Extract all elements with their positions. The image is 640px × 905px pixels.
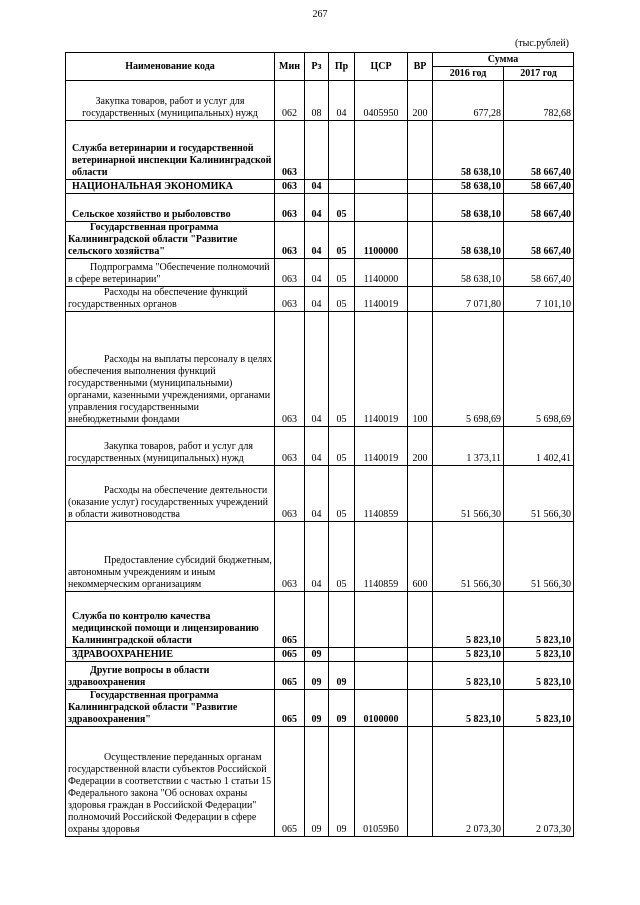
- row-csr: 1140019: [355, 287, 408, 312]
- row-vr: [408, 259, 433, 287]
- row-pr: 05: [329, 312, 355, 427]
- row-pr: 09: [329, 727, 355, 837]
- page-number: 267: [312, 9, 328, 20]
- row-sum-2016: 58 638,10: [433, 194, 504, 222]
- row-vr: [408, 648, 433, 662]
- row-min: 063: [275, 194, 305, 222]
- table-row: [66, 180, 574, 194]
- row-name: Служба по контролю качества медицинской помощи и лицензированию Калининградской области: [66, 592, 275, 648]
- row-name: НАЦИОНАЛЬНАЯ ЭКОНОМИКА: [66, 180, 275, 194]
- row-pr: 05: [329, 222, 355, 259]
- row-vr: [408, 727, 433, 837]
- row-vr: [408, 194, 433, 222]
- row-name: Государственная программа Калининградской области "Развитие сельского хозяйства": [66, 222, 275, 259]
- row-min: 065: [275, 727, 305, 837]
- table-row: [66, 662, 574, 690]
- row-name: Расходы на обеспечение деятельности (оказание услуг) государственных учреждений в области животноводства: [66, 466, 275, 522]
- row-min: 063: [275, 312, 305, 427]
- row-rz: 04: [305, 287, 329, 312]
- row-csr: 1140019: [355, 312, 408, 427]
- row-csr: [355, 194, 408, 222]
- row-sum-2016: 5 823,10: [433, 690, 504, 727]
- row-min: 063: [275, 287, 305, 312]
- row-pr: 09: [329, 662, 355, 690]
- table-row: [66, 727, 574, 837]
- header-min: Мин: [275, 53, 305, 81]
- row-sum-2016: 7 071,80: [433, 287, 504, 312]
- row-pr: 04: [329, 81, 355, 121]
- table-row: [66, 427, 574, 466]
- row-rz: 04: [305, 194, 329, 222]
- row-vr: [408, 222, 433, 259]
- row-csr: [355, 180, 408, 194]
- row-pr: [329, 180, 355, 194]
- row-pr: 05: [329, 466, 355, 522]
- row-rz: 09: [305, 727, 329, 837]
- row-pr: 05: [329, 194, 355, 222]
- row-sum-2017: 1 402,41: [504, 427, 574, 466]
- row-name: Другие вопросы в области здравоохранения: [66, 662, 275, 690]
- row-sum-2016: 51 566,30: [433, 522, 504, 592]
- row-rz: 04: [305, 427, 329, 466]
- row-sum-2016: 51 566,30: [433, 466, 504, 522]
- row-min: 062: [275, 81, 305, 121]
- row-name: Закупка товаров, работ и услуг для государственных (муниципальных) нужд: [66, 81, 275, 121]
- row-name: Закупка товаров, работ и услуг для государственных (муниципальных) нужд: [66, 427, 275, 466]
- row-csr: 1100000: [355, 222, 408, 259]
- row-rz: 08: [305, 81, 329, 121]
- row-sum-2016: 677,28: [433, 81, 504, 121]
- row-sum-2016: 5 823,10: [433, 648, 504, 662]
- row-csr: [355, 121, 408, 180]
- row-sum-2017: 2 073,30: [504, 727, 574, 837]
- row-sum-2017: 58 667,40: [504, 222, 574, 259]
- row-csr: 0405950: [355, 81, 408, 121]
- table-row: [66, 81, 574, 121]
- row-sum-2016: 1 373,11: [433, 427, 504, 466]
- row-sum-2016: 2 073,30: [433, 727, 504, 837]
- row-min: 065: [275, 662, 305, 690]
- row-vr: [408, 287, 433, 312]
- row-sum-2016: 58 638,10: [433, 121, 504, 180]
- table-row: [66, 312, 574, 427]
- row-rz: 04: [305, 466, 329, 522]
- row-sum-2017: 5 823,10: [504, 592, 574, 648]
- row-sum-2016: 58 638,10: [433, 222, 504, 259]
- row-csr: 1140859: [355, 522, 408, 592]
- row-rz: 04: [305, 180, 329, 194]
- row-rz: 09: [305, 648, 329, 662]
- row-pr: 05: [329, 259, 355, 287]
- row-sum-2017: 5 823,10: [504, 690, 574, 727]
- table-row: [66, 592, 574, 648]
- row-vr: [408, 466, 433, 522]
- row-vr: [408, 592, 433, 648]
- row-name: ЗДРАВООХРАНЕНИЕ: [66, 648, 275, 662]
- table-row: [66, 287, 574, 312]
- table-row: [66, 121, 574, 180]
- budget-table: [65, 52, 574, 837]
- row-sum-2017: 5 698,69: [504, 312, 574, 427]
- row-min: 063: [275, 180, 305, 194]
- table-row: [66, 522, 574, 592]
- row-csr: 01059Б0: [355, 727, 408, 837]
- header-2016: 2016 год: [433, 67, 504, 81]
- header-pr: Пр: [329, 53, 355, 81]
- row-pr: [329, 121, 355, 180]
- row-rz: 09: [305, 690, 329, 727]
- row-csr: 1140859: [355, 466, 408, 522]
- table-row: [66, 222, 574, 259]
- row-sum-2016: 58 638,10: [433, 180, 504, 194]
- row-sum-2016: 58 638,10: [433, 259, 504, 287]
- row-name: Предоставление субсидий бюджетным, автономным учреждениям и иным некоммерческим организациям: [66, 522, 275, 592]
- table-body: [66, 81, 574, 837]
- row-min: 065: [275, 592, 305, 648]
- row-csr: [355, 648, 408, 662]
- row-csr: 0100000: [355, 690, 408, 727]
- row-vr: 100: [408, 312, 433, 427]
- row-sum-2017: 51 566,30: [504, 522, 574, 592]
- row-vr: [408, 180, 433, 194]
- row-min: 063: [275, 121, 305, 180]
- row-sum-2017: 51 566,30: [504, 466, 574, 522]
- row-pr: [329, 648, 355, 662]
- row-min: 065: [275, 690, 305, 727]
- table-row: [66, 690, 574, 727]
- table-row: [66, 648, 574, 662]
- row-sum-2017: 782,68: [504, 81, 574, 121]
- row-name: Расходы на выплаты персоналу в целях обеспечения выполнения функций государственными (муниципальными) органами, казенными учреждениями, органами управления государственными внебюджетными фондами: [66, 312, 275, 427]
- row-rz: 09: [305, 662, 329, 690]
- row-vr: [408, 690, 433, 727]
- row-sum-2017: 58 667,40: [504, 121, 574, 180]
- row-sum-2017: 58 667,40: [504, 259, 574, 287]
- row-pr: [329, 592, 355, 648]
- row-min: 065: [275, 648, 305, 662]
- header-rz: Рз: [305, 53, 329, 81]
- row-min: 063: [275, 466, 305, 522]
- row-vr: [408, 662, 433, 690]
- table-row: [66, 466, 574, 522]
- row-csr: 1140000: [355, 259, 408, 287]
- row-vr: 600: [408, 522, 433, 592]
- row-min: 063: [275, 222, 305, 259]
- row-name: Осуществление переданных органам государственной власти субъектов Российской Федерации в соответствии с частью 1 статьи 15 Федерального закона "Об основах охраны здоровья граждан в Российской Федерации" полномочий Российской Федерации в сфере охраны здоровья: [66, 727, 275, 837]
- row-min: 063: [275, 259, 305, 287]
- row-min: 063: [275, 522, 305, 592]
- row-sum-2017: 5 823,10: [504, 648, 574, 662]
- row-sum-2017: 5 823,10: [504, 662, 574, 690]
- row-sum-2016: 5 698,69: [433, 312, 504, 427]
- row-min: 063: [275, 427, 305, 466]
- table-row: [66, 194, 574, 222]
- row-csr: 1140019: [355, 427, 408, 466]
- header-vr: ВР: [408, 53, 433, 81]
- units-note: (тыс.рублей): [514, 38, 569, 49]
- row-rz: 04: [305, 259, 329, 287]
- row-csr: [355, 662, 408, 690]
- row-vr: 200: [408, 81, 433, 121]
- row-sum-2017: 7 101,10: [504, 287, 574, 312]
- row-rz: 04: [305, 312, 329, 427]
- row-rz: [305, 121, 329, 180]
- row-pr: 05: [329, 522, 355, 592]
- row-name: Государственная программа Калининградской области "Развитие здравоохранения": [66, 690, 275, 727]
- row-sum-2017: 58 667,40: [504, 194, 574, 222]
- header-name: Наименование кода: [66, 53, 275, 81]
- header-2017: 2017 год: [504, 67, 574, 81]
- table-row: [66, 259, 574, 287]
- row-pr: 09: [329, 690, 355, 727]
- row-rz: 04: [305, 522, 329, 592]
- row-sum-2017: 58 667,40: [504, 180, 574, 194]
- header-csr: ЦСР: [355, 53, 408, 81]
- row-vr: 200: [408, 427, 433, 466]
- row-name: Подпрограмма "Обеспечение полномочий в сфере ветеринарии": [66, 259, 275, 287]
- row-vr: [408, 121, 433, 180]
- row-name: Сельское хозяйство и рыболовство: [66, 194, 275, 222]
- header-sum: Сумма: [433, 53, 574, 67]
- row-rz: [305, 592, 329, 648]
- row-name: Служба ветеринарии и государственной ветеринарной инспекции Калининградской области: [66, 121, 275, 180]
- row-sum-2016: 5 823,10: [433, 592, 504, 648]
- row-csr: [355, 592, 408, 648]
- row-pr: 05: [329, 287, 355, 312]
- row-name: Расходы на обеспечение функций государственных органов: [66, 287, 275, 312]
- row-sum-2016: 5 823,10: [433, 662, 504, 690]
- row-rz: 04: [305, 222, 329, 259]
- row-pr: 05: [329, 427, 355, 466]
